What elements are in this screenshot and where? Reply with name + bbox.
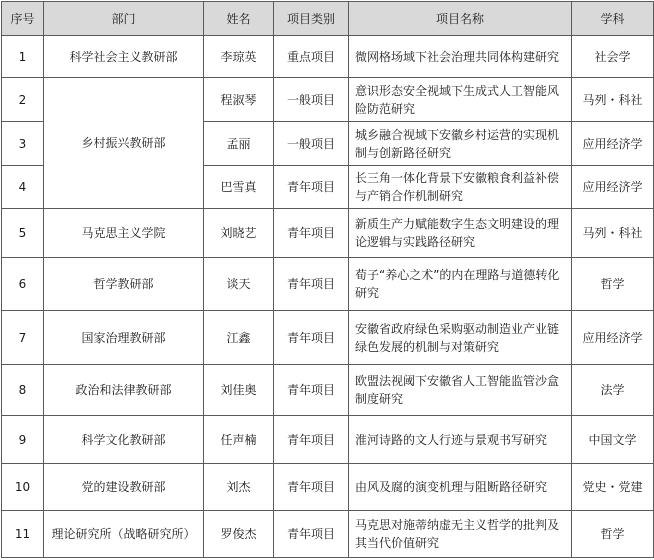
category-cell: 青年项目 — [274, 464, 349, 511]
table-row — [2, 511, 654, 558]
discipline-cell: 应用经济学 — [572, 311, 654, 365]
category-cell: 重点项目 — [274, 36, 349, 78]
seq-cell: 4 — [2, 166, 44, 209]
dept-cell: 政治和法律教研部 — [44, 365, 204, 416]
header-category: 项目类别 — [274, 2, 349, 36]
discipline-cell: 法学 — [572, 365, 654, 416]
table-row — [2, 36, 654, 78]
seq-cell: 6 — [2, 258, 44, 311]
title-cell: 新质生产力赋能数字生态文明建设的理论逻辑与实践路径研究 — [349, 209, 572, 258]
seq-cell: 2 — [2, 78, 44, 122]
title-cell: 微网格场域下社会治理共同体构建研究 — [349, 36, 572, 78]
seq-cell: 1 — [2, 36, 44, 78]
category-cell: 青年项目 — [274, 258, 349, 311]
table-row — [2, 78, 654, 122]
dept-cell: 哲学教研部 — [44, 258, 204, 311]
table-row — [2, 209, 654, 258]
dept-cell: 乡村振兴教研部 — [44, 78, 204, 209]
discipline-cell: 中国文学 — [572, 416, 654, 464]
discipline-cell: 马列・科社 — [572, 209, 654, 258]
header-discipline: 学科 — [572, 2, 654, 36]
discipline-cell: 党史・党建 — [572, 464, 654, 511]
table-row — [2, 464, 654, 511]
name-cell: 谈天 — [204, 258, 274, 311]
name-cell: 程淑琴 — [204, 78, 274, 122]
name-cell: 孟丽 — [204, 122, 274, 166]
table-row — [2, 258, 654, 311]
seq-cell: 11 — [2, 511, 44, 558]
name-cell: 江鑫 — [204, 311, 274, 365]
seq-cell: 9 — [2, 416, 44, 464]
table-row — [2, 365, 654, 416]
name-cell: 罗俊杰 — [204, 511, 274, 558]
header-row — [2, 2, 654, 36]
name-cell: 李琼英 — [204, 36, 274, 78]
table-row — [2, 416, 654, 464]
header-title: 项目名称 — [349, 2, 572, 36]
table-row — [2, 311, 654, 365]
discipline-cell: 应用经济学 — [572, 166, 654, 209]
title-cell: 意识形态安全视域下生成式人工智能风险防范研究 — [349, 78, 572, 122]
dept-cell: 理论研究所（战略研究所） — [44, 511, 204, 558]
title-cell: 欧盟法视阈下安徽省人工智能监管沙盒制度研究 — [349, 365, 572, 416]
seq-cell: 7 — [2, 311, 44, 365]
category-cell: 青年项目 — [274, 209, 349, 258]
name-cell: 巴雪真 — [204, 166, 274, 209]
discipline-cell: 社会学 — [572, 36, 654, 78]
title-cell: 长三角一体化背景下安徽粮食利益补偿与产销合作机制研究 — [349, 166, 572, 209]
discipline-cell: 哲学 — [572, 511, 654, 558]
title-cell: 城乡融合视域下安徽乡村运营的实现机制与创新路径研究 — [349, 122, 572, 166]
seq-cell: 3 — [2, 122, 44, 166]
discipline-cell: 哲学 — [572, 258, 654, 311]
header-name: 姓名 — [204, 2, 274, 36]
name-cell: 刘佳奥 — [204, 365, 274, 416]
category-cell: 青年项目 — [274, 416, 349, 464]
category-cell: 青年项目 — [274, 511, 349, 558]
title-cell: 荀子“养心之术”的内在理路与道德转化研究 — [349, 258, 572, 311]
discipline-cell: 应用经济学 — [572, 122, 654, 166]
name-cell: 任声楠 — [204, 416, 274, 464]
category-cell: 一般项目 — [274, 122, 349, 166]
name-cell: 刘晓艺 — [204, 209, 274, 258]
title-cell: 淮河诗路的文人行迹与景观书写研究 — [349, 416, 572, 464]
name-cell: 刘杰 — [204, 464, 274, 511]
projects-table — [1, 1, 654, 558]
seq-cell: 10 — [2, 464, 44, 511]
header-seq: 序号 — [2, 2, 44, 36]
title-cell: 安徽省政府绿色采购驱动制造业产业链绿色发展的机制与对策研究 — [349, 311, 572, 365]
dept-cell: 科学文化教研部 — [44, 416, 204, 464]
category-cell: 青年项目 — [274, 365, 349, 416]
discipline-cell: 马列・科社 — [572, 78, 654, 122]
title-cell: 马克思对施蒂纳虚无主义哲学的批判及其当代价值研究 — [349, 511, 572, 558]
category-cell: 青年项目 — [274, 311, 349, 365]
dept-cell: 科学社会主义教研部 — [44, 36, 204, 78]
category-cell: 一般项目 — [274, 78, 349, 122]
category-cell: 青年项目 — [274, 166, 349, 209]
seq-cell: 5 — [2, 209, 44, 258]
seq-cell: 8 — [2, 365, 44, 416]
dept-cell: 党的建设教研部 — [44, 464, 204, 511]
dept-cell: 马克思主义学院 — [44, 209, 204, 258]
title-cell: 由风及腐的演变机理与阻断路径研究 — [349, 464, 572, 511]
header-dept: 部门 — [44, 2, 204, 36]
dept-cell: 国家治理教研部 — [44, 311, 204, 365]
